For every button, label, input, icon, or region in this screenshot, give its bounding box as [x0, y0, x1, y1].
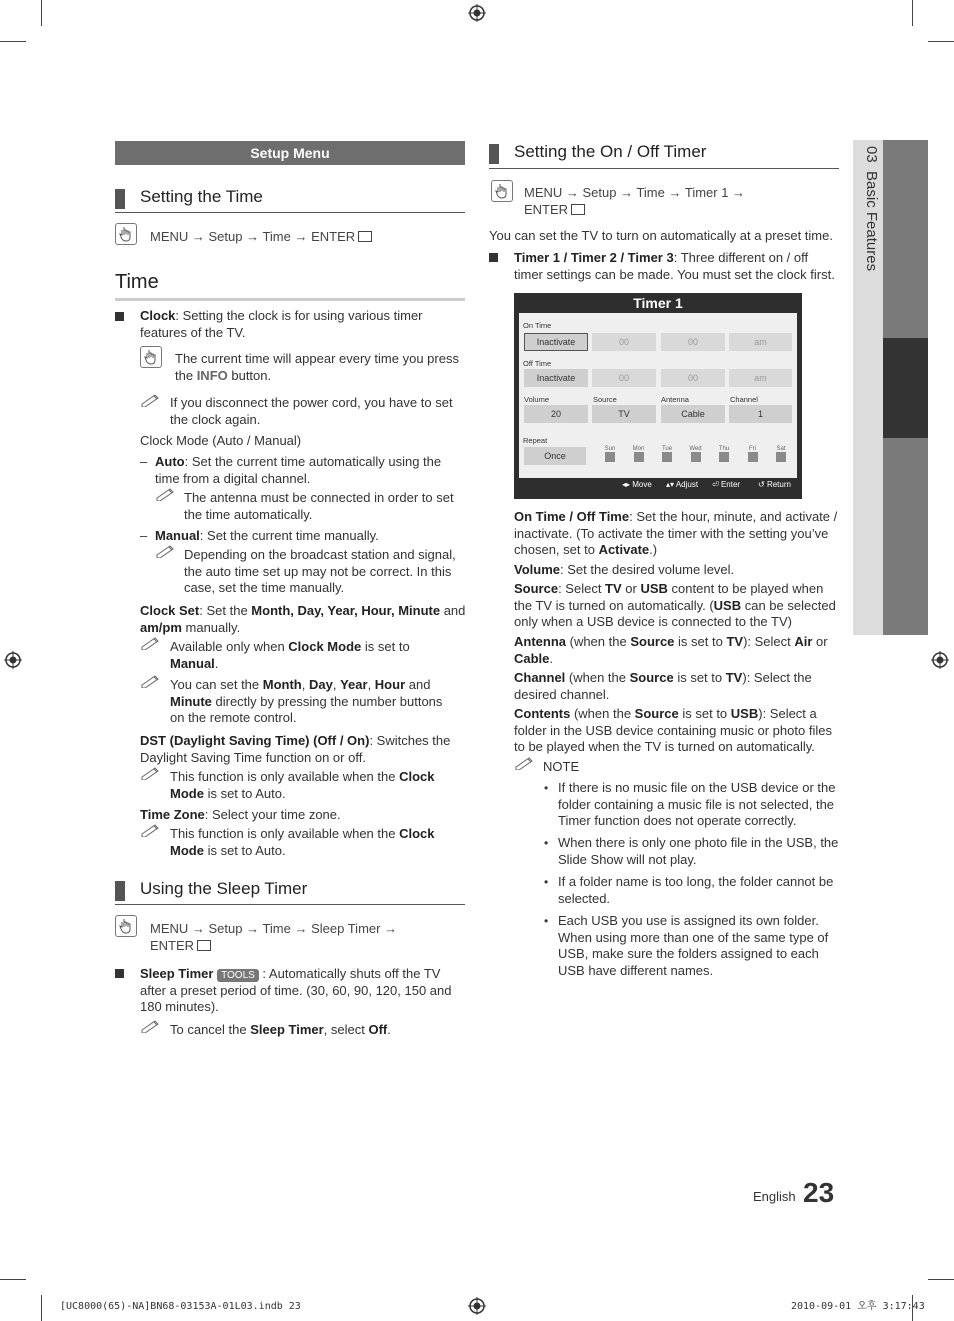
- chapter-title: Basic Features: [863, 171, 880, 272]
- enter-icon: [197, 940, 211, 951]
- intro-text: You can set the TV to turn on automatically at a preset time.: [489, 228, 833, 243]
- manual-paragraph: Manual: Set the current time manually.: [155, 528, 379, 543]
- repeat-field[interactable]: Once: [524, 447, 586, 465]
- pencil-note-icon: [140, 636, 160, 650]
- antenna-field[interactable]: Cable: [661, 405, 725, 423]
- note-title: NOTE: [543, 759, 580, 774]
- clock-set-paragraph: Clock Set: Set the Month, Day, Year, Hour, Minute and am/pm manually.: [140, 603, 466, 635]
- heading-text: Setting the Time: [140, 187, 263, 206]
- section-heading-on-off-timer: [489, 142, 839, 169]
- tab-block-active: [883, 338, 928, 438]
- heading-marker: [115, 881, 125, 901]
- off-time-hour-field[interactable]: 00: [592, 369, 656, 387]
- antenna-note: The antenna must be connected in order to set the time automatically.: [184, 490, 454, 522]
- clock-mode-heading: Clock Mode (Auto / Manual): [140, 433, 302, 448]
- repeat-label: Repeat: [523, 436, 548, 445]
- sleep-timer-paragraph: Sleep Timer TOOLS : Automatically shuts off the TV after a preset period of time. (30, 60, 90, 120, 150 and 180 minutes).: [140, 966, 452, 1014]
- note-item: If a folder name is too long, the folder cannot be selected.: [558, 874, 834, 906]
- volume-label: Volume: [524, 395, 550, 404]
- clock-paragraph: Clock: Setting the clock is for using various timer features of the TV.: [140, 308, 423, 340]
- off-time-minute-field[interactable]: 00: [661, 369, 725, 387]
- note-bullet: •: [544, 875, 549, 889]
- on-time-activate-field[interactable]: Inactivate: [524, 333, 588, 351]
- osd-footer-adjust: ▴▾ Adjust: [666, 480, 699, 489]
- day-label: Thu: [718, 446, 730, 452]
- registration-mark-icon: [4, 651, 22, 669]
- note-bullet: •: [544, 836, 549, 850]
- pencil-note-icon: [514, 756, 534, 770]
- volume-paragraph: Volume: Set the desired volume level.: [514, 562, 735, 577]
- power-cord-note: If you disconnect the power cord, you have to set the clock again.: [170, 395, 453, 427]
- crop-mark: [41, 1295, 42, 1321]
- antenna-paragraph: Antenna (when the Source is set to TV): Select Air or Cable.: [514, 634, 828, 666]
- dst-paragraph: DST (Daylight Saving Time) (Off / On): Switches the Daylight Saving Time function on or off.: [140, 733, 451, 765]
- menu-hand-icon: [115, 223, 137, 245]
- crop-mark: [912, 0, 913, 26]
- section-heading-sleep-timer: [115, 879, 465, 905]
- enter-icon: [358, 231, 372, 242]
- off-time-ampm-field[interactable]: am: [729, 369, 792, 387]
- menu-path-timer: MENU → Setup → Time → Timer 1 → ENTER: [524, 185, 746, 217]
- channel-paragraph: Channel (when the Source is set to TV): Select the desired channel.: [514, 670, 812, 702]
- tab-label: [863, 146, 880, 271]
- tab-block: [883, 140, 928, 338]
- time-zone-paragraph: Time Zone: Select your time zone.: [140, 807, 341, 822]
- registration-mark-icon: [931, 651, 949, 669]
- dash: –: [140, 528, 148, 543]
- footer-language: English: [753, 1189, 796, 1204]
- time-zone-note: This function is only available when the Clock Mode is set to Auto.: [170, 826, 435, 858]
- day-label: Mon: [632, 446, 645, 452]
- bullet-square: [115, 312, 124, 321]
- crop-mark: [0, 41, 26, 42]
- source-label: Source: [593, 395, 617, 404]
- note-item: If there is no music file on the USB device or the folder containing a music file is not selected, the Timer function does not operate correctly.: [558, 780, 836, 828]
- page-number: 23: [803, 1177, 835, 1208]
- pencil-note-icon: [140, 823, 160, 837]
- remote-hand-icon: [140, 346, 162, 368]
- off-time-label: Off Time: [523, 359, 552, 368]
- day-checkbox[interactable]: [691, 452, 701, 462]
- time-heading: Time: [115, 274, 465, 301]
- number-buttons-note: You can set the Month, Day, Year, Hour and Minute directly by pressing the number buttons on the remote control.: [170, 677, 443, 725]
- osd-panel: [519, 313, 797, 478]
- channel-field[interactable]: 1: [729, 405, 792, 423]
- menu-path-setting-time: MENU → Setup → Time → ENTER: [150, 229, 372, 246]
- menu-hand-icon: [491, 180, 513, 202]
- dst-note: This function is only available when the Clock Mode is set to Auto.: [170, 769, 435, 801]
- source-field[interactable]: TV: [592, 405, 656, 423]
- day-label: Fri: [749, 446, 756, 452]
- section-heading-setting-time: [115, 187, 465, 213]
- source-paragraph: Source: Select TV or USB content to be played when the TV is turned on automatically. (USB can be selected only when a USB device is connected to the TV): [514, 581, 836, 629]
- broadcast-note: Depending on the broadcast station and signal, the auto time set up may not be correct. In this case, set the time manually.: [184, 547, 456, 595]
- osd-title: Timer 1: [633, 295, 683, 311]
- chapter-number: 03: [863, 146, 880, 163]
- day-label: Wed: [689, 446, 702, 452]
- menu-path-sleep-timer: MENU → Setup → Time → Sleep Timer → ENTER: [150, 921, 398, 953]
- on-time-label: On Time: [523, 321, 552, 330]
- day-checkbox[interactable]: [719, 452, 729, 462]
- crop-mark: [41, 0, 42, 26]
- on-time-hour-field[interactable]: 00: [592, 333, 656, 351]
- crop-mark: [928, 41, 954, 42]
- osd-footer-enter: ⏎ Enter: [712, 480, 741, 489]
- dash: –: [140, 454, 148, 469]
- bullet-square: [489, 253, 498, 262]
- enter-icon: [571, 204, 585, 215]
- registration-mark-icon: [468, 4, 486, 22]
- day-label: Sat: [776, 446, 786, 452]
- osd-footer-move: ◂▸ Move: [622, 480, 652, 489]
- pencil-note-icon: [155, 544, 175, 558]
- day-checkbox[interactable]: [634, 452, 644, 462]
- off-time-activate-field[interactable]: Inactivate: [524, 369, 588, 387]
- volume-field[interactable]: 20: [524, 405, 588, 423]
- timer-osd-screen: [514, 293, 802, 499]
- on-off-time-paragraph: On Time / Off Time: Set the hour, minute, and activate / inactivate. (To activate the timer with the setting you’ve chosen, set to Activate.): [514, 509, 838, 557]
- heading-marker: [115, 189, 125, 209]
- pencil-note-icon: [140, 766, 160, 780]
- antenna-label: Antenna: [661, 395, 689, 404]
- tools-badge: TOOLS: [217, 969, 259, 982]
- channel-label: Channel: [730, 395, 758, 404]
- contents-paragraph: Contents (when the Source is set to USB): Select a folder in the USB device containing music or photo files to be played when the TV is turned on automatically.: [514, 706, 832, 754]
- heading-marker: [489, 144, 499, 164]
- pencil-note-icon: [140, 393, 160, 407]
- heading-text: Setting the On / Off Timer: [514, 142, 707, 161]
- pencil-note-icon: [140, 1019, 160, 1033]
- note-item: When there is only one photo file in the USB, the Slide Show will not play.: [558, 835, 839, 867]
- auto-paragraph: Auto: Set the current time automatically using the time from a digital channel.: [155, 454, 442, 486]
- on-time-ampm-field[interactable]: am: [729, 333, 792, 351]
- available-note: Available only when Clock Mode is set to Manual.: [170, 639, 410, 671]
- day-checkbox[interactable]: [748, 452, 758, 462]
- note-item: Each USB you use is assigned its own folder. When using more than one of the same type of USB, make sure the folders assigned to each USB have different names.: [558, 913, 829, 978]
- crop-mark: [0, 1279, 26, 1280]
- bullet-square: [115, 969, 124, 978]
- pencil-note-icon: [155, 487, 175, 501]
- day-label: Tue: [661, 446, 673, 452]
- day-checkbox[interactable]: [605, 452, 615, 462]
- registration-mark-icon: [468, 1297, 486, 1315]
- day-checkbox[interactable]: [776, 452, 786, 462]
- on-time-minute-field[interactable]: 00: [661, 333, 725, 351]
- heading-text: Using the Sleep Timer: [140, 879, 308, 898]
- info-note: The current time will appear every time you press the INFO button.: [175, 351, 459, 383]
- setup-menu-banner: Setup Menu: [115, 141, 465, 165]
- note-bullet: •: [544, 914, 549, 928]
- day-label: Sun: [604, 446, 616, 452]
- note-bullet: •: [544, 781, 549, 795]
- footer-file: [UC8000(65)-NA]BN68-03153A-01L03.indb 23: [60, 1301, 301, 1312]
- cancel-sleep-note: To cancel the Sleep Timer, select Off.: [170, 1022, 391, 1037]
- pencil-note-icon: [140, 674, 160, 688]
- osd-footer-return: ↺ Return: [758, 480, 791, 489]
- timers-paragraph: Timer 1 / Timer 2 / Timer 3: Three different on / off timer settings can be made. You must set the clock first.: [514, 250, 835, 282]
- tab-block: [883, 438, 928, 635]
- menu-hand-icon: [115, 915, 137, 937]
- crop-mark: [928, 1279, 954, 1280]
- day-checkbox[interactable]: [662, 452, 672, 462]
- footer-timestamp: 2010-09-01 오후 3:17:43: [791, 1301, 925, 1312]
